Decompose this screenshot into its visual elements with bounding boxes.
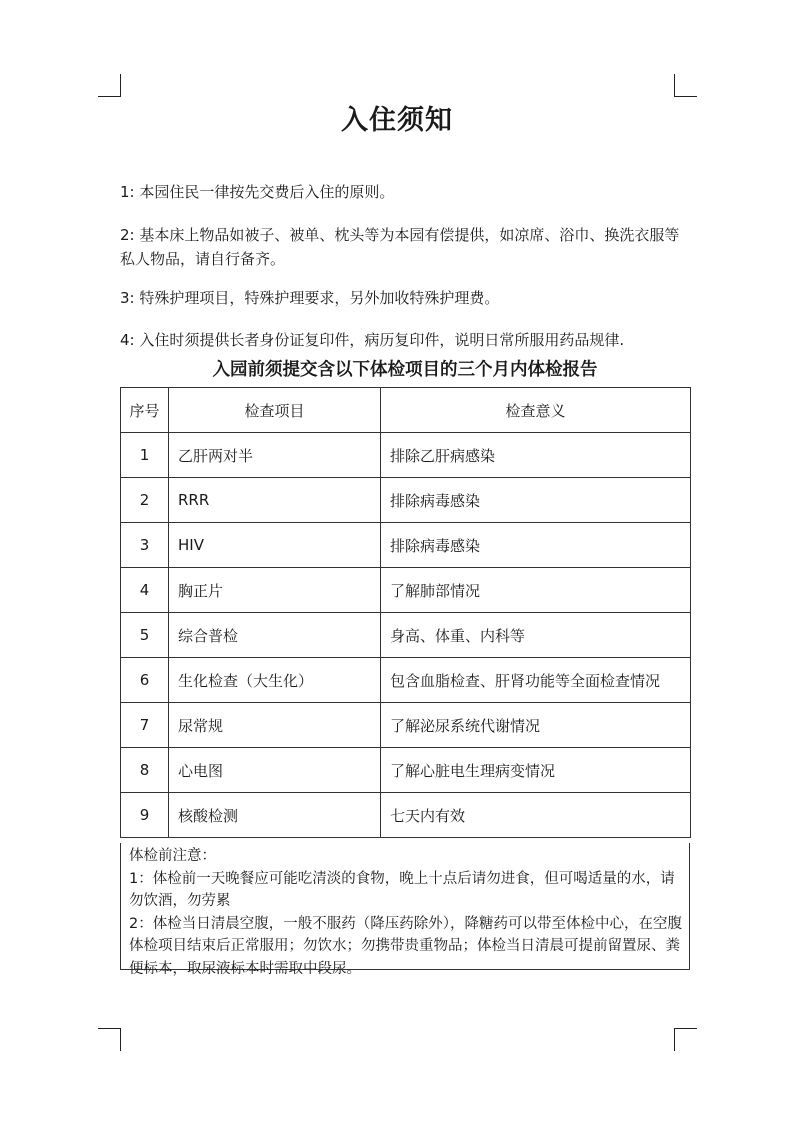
header-purpose: 检查意义	[381, 388, 691, 433]
crop-mark-top-left	[98, 74, 121, 97]
exam-notes-box	[120, 843, 690, 977]
row-number: 6	[121, 658, 169, 703]
row-item: 核酸检测	[169, 793, 381, 838]
paragraph-3: 3: 特殊护理项目，特殊护理要求，另外加收特殊护理费。	[120, 289, 500, 307]
note-item-1: 1：体检前一天晚餐应可能吃清淡的食物，晚上十点后请勿进食，但可喝适量的水，请勿饮酒，勿劳累	[129, 870, 675, 909]
row-number: 2	[121, 478, 169, 523]
row-number: 7	[121, 703, 169, 748]
row-purpose: 了解泌尿系统代谢情况	[381, 703, 691, 748]
row-item: HIV	[169, 523, 381, 568]
paragraph-2: 2: 基本床上物品如被子、被单、枕头等为本园有偿提供，如凉席、浴巾、换洗衣服等私人物品，请自行备齐。	[120, 226, 680, 268]
row-item: 综合普检	[169, 613, 381, 658]
page-title: 入住须知	[341, 105, 453, 136]
row-purpose: 排除乙肝病感染	[381, 433, 691, 478]
header-item: 检查项目	[169, 388, 381, 433]
crop-mark-bottom-right	[674, 1028, 697, 1051]
table-row	[121, 433, 691, 478]
table-row	[121, 658, 691, 703]
row-number: 4	[121, 568, 169, 613]
row-item: 尿常规	[169, 703, 381, 748]
crop-mark-top-right	[674, 74, 697, 97]
header-number: 序号	[121, 388, 169, 433]
row-number: 9	[121, 793, 169, 838]
row-number: 5	[121, 613, 169, 658]
row-item: 胸正片	[169, 568, 381, 613]
table-row	[121, 613, 691, 658]
row-number: 3	[121, 523, 169, 568]
exam-table	[120, 387, 691, 838]
row-number: 8	[121, 748, 169, 793]
notes-heading: 体检前注意：	[129, 848, 216, 864]
table-header-row	[121, 388, 691, 433]
row-purpose: 了解心脏电生理病变情况	[381, 748, 691, 793]
table-row	[121, 793, 691, 838]
table-row	[121, 748, 691, 793]
row-number: 1	[121, 433, 169, 478]
table-row	[121, 703, 691, 748]
row-purpose: 排除病毒感染	[381, 478, 691, 523]
row-purpose: 了解肺部情况	[381, 568, 691, 613]
row-item: 生化检查（大生化）	[169, 658, 381, 703]
crop-mark-bottom-left	[98, 1028, 121, 1051]
table-title: 入园前须提交含以下体检项目的三个月内体检报告	[212, 360, 598, 380]
table-row	[121, 523, 691, 568]
row-item: 乙肝两对半	[169, 433, 381, 478]
note-item-2: 2：体检当日清晨空腹，一般不服药（降压药除外），降糖药可以带至体检中心，在空腹体检项目结束后正常服用；勿饮水；勿携带贵重物品；体检当日清晨可提前留置尿、粪便标本，取尿液标本时需取中段尿。	[129, 915, 682, 977]
row-item: 心电图	[169, 748, 381, 793]
row-purpose: 包含血脂检查、肝肾功能等全面检查情况	[381, 658, 691, 703]
paragraph-4: 4: 入住时须提供长者身份证复印件，病历复印件，说明日常所服用药品规律.	[120, 331, 625, 349]
table-row	[121, 568, 691, 613]
paragraph-1: 1: 本园住民一律按先交费后入住的原则。	[120, 183, 395, 201]
row-purpose: 排除病毒感染	[381, 523, 691, 568]
table-row	[121, 478, 691, 523]
row-item: RRR	[169, 478, 381, 523]
row-purpose: 七天内有效	[381, 793, 691, 838]
row-purpose: 身高、体重、内科等	[381, 613, 691, 658]
